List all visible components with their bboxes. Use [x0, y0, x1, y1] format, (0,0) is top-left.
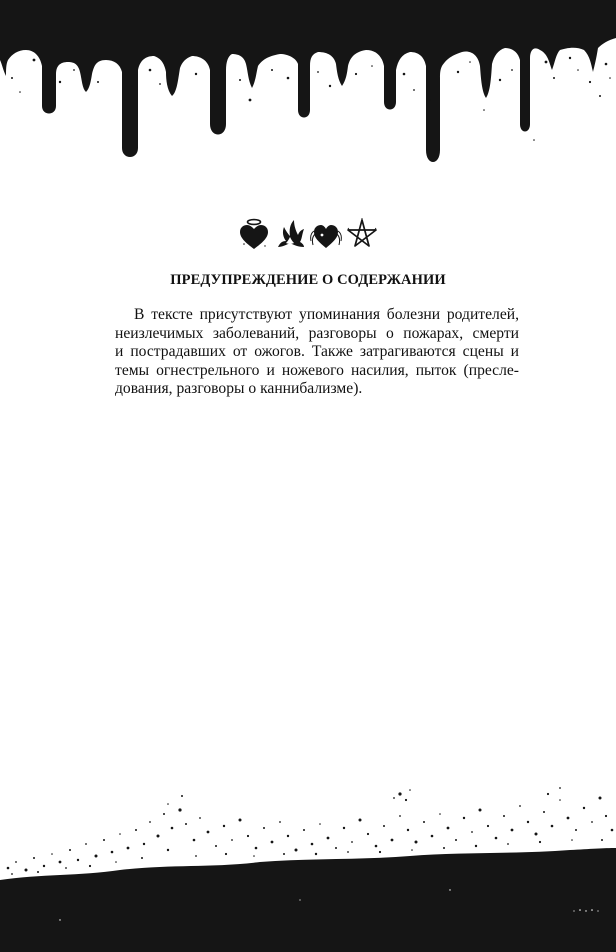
paragraph-line: неизлечимых заболеваний, разговоры о пожарах, смерти	[115, 324, 519, 342]
paragraph-line: темы огнестрельного и ножевого насилия, пыток (пресле-	[115, 361, 519, 379]
flame-icon	[274, 217, 306, 251]
paragraph-line: В тексте присутствуют упоминания болезни родителей,	[134, 306, 519, 323]
ornament-row	[0, 214, 616, 254]
paragraph-line: и пострадавших от ожогов. Также затрагиваются сцены и	[115, 343, 519, 361]
warning-paragraph	[115, 306, 519, 399]
bottom-ink-spatter	[0, 770, 616, 952]
pentagram-icon	[346, 217, 378, 251]
heart-with-halo-icon	[238, 217, 270, 251]
winged-heart-icon	[310, 217, 342, 251]
top-ink-drips	[0, 0, 616, 180]
page-title: ПРЕДУПРЕЖДЕНИЕ О СОДЕРЖАНИИ	[170, 272, 446, 288]
paragraph-line: дования, разговоры о каннибализме).	[115, 380, 363, 398]
